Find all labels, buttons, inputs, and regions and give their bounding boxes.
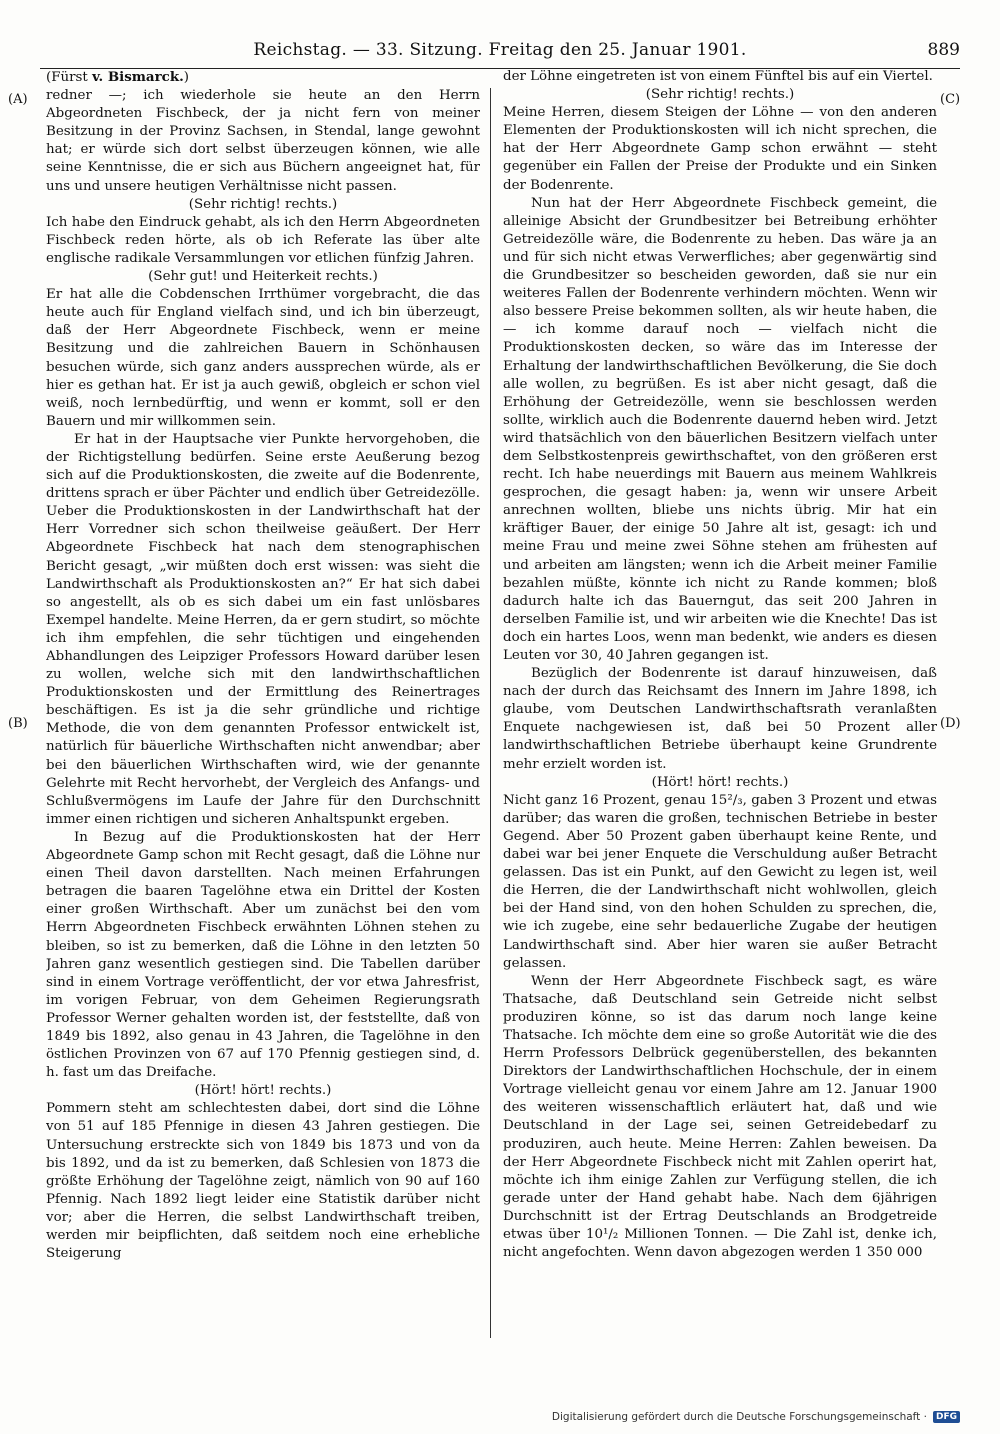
paragraph: Bezüglich der Bodenrente ist darauf hinzuweisen, daß nach der durch das Reichsamt des Innern im Jahre 1898, ich glaube, vom Deutschen Landwirthschaftsrath veranlaßten Enquete nachgewiesen ist, daß bei 50 Prozent aller landwirthschaftlichen Betriebe überhaupt keine Grundrente mehr erzielt worden ist. — [503, 666, 937, 772]
speaker-suffix: ) — [183, 70, 189, 85]
paragraph: Ich habe den Eindruck gehabt, als ich den Herrn Abgeordneten Fischbeck reden hörte, als ob ich Referate las über alte englische radikale Versammlungen vor etlichen fünfzig Jahren. — [46, 214, 480, 266]
paragraph: Nun hat der Herr Abgeordnete Fischbeck gemeint, die alleinige Absicht der Grundbesitzer bei Betreibung erhöhter Getreidezölle wäre, die Bodenrente zu heben. Das wäre ja an und für sich nicht etwas Verwerfliches; aber gegenwärtig sind die Grundbesitzer so bescheiden geworden, daß sie nur ein weiteres Fallen der Bodenrente verhindern möchten. Wenn wir also bessere Preise bekommen sollten, als wir heute haben, die — ich komme darauf noch — vielfach nicht die Produktionskosten decken, so wäre das im Interesse der Erhaltung der landwirthschaftlichen Bevölkerung, die Sie doch alle wollen, zu begrüßen. Es ist aber nicht gesagt, daß die Erhöhung der Getreidezölle, wenn sie beschlossen werden sollte, wirklich auch die Bodenrente dauernd heben wird. Jetzt wird thatsächlich von den bäuerlichen Besitzern vielfach unter dem Selbstkostenpreis gewirthschaftet, von den größeren erst recht. Ich habe neuerdings mit Bauern aus meinem Wahlkreis gesprochen, die gesagt haben: ja, wenn wir unsere Arbeit anrechnen wollten, bliebe uns nichts übrig. Mir hat ein kräftiger Bauer, der einige 50 Jahre alt ist, gesagt: ich und meine Frau und meine zwei Söhne stehen am frühesten auf und arbeiten am längsten; wenn ich die Arbeit meiner Familie bezahlen müßte, könnte ich nicht zu Rande kommen; bloß dadurch halte ich das Bauerngut, das seit 200 Jahren in derselben Familie ist, und wir arbeiten wie die Knechte! Das ist doch ein hartes Loos, wenn man bedenkt, wie anders es diesen Leuten vor 30, 40 Jahren gegangen ist. — [503, 195, 937, 663]
interjection: (Sehr gut! und Heiterkeit rechts.) — [148, 269, 378, 285]
speaker-line — [46, 68, 480, 87]
paragraph: Nicht ganz 16 Prozent, genau 15²/₃, gaben 3 Prozent und etwas darüber; das waren die großen, technischen Betriebe in bester Gegend. Aber 50 Prozent gaben überhaupt keine Rente, und dabei war bei jener Enquete die Verschuldung außer Betracht gelassen. Das ist ein Punkt, auf den Gewicht zu legen ist, weil die Herren, die der Landwirthschaft nicht wohlwollen, gleich bei der Hand sind, von den hohen Schulden zu sprechen, die, wie ich zugebe, eine sehr bedauerliche Zugabe der heutigen Landwirthschaft sind. Aber hier waren sie außer Betracht gelassen. — [503, 792, 937, 971]
paragraph: Wenn der Herr Abgeordnete Fischbeck sagt, es wäre Thatsache, daß Deutschland sein Getreide nicht selbst produziren könne, so ist das darum noch lange keine Thatsache. Ich möchte dem eine so große Autorität wie die des Herrn Professors Delbrück gegenüberstellen, des bekannten Direktors der Landwirthschaftlichen Hochschule, der in einem Vortrage vielleicht genau vor einem Jahre am 12. Januar 1900 des weiteren wissenschaftlich erläutert hat, daß und wie Deutschland in der Lage sei, seinen Getreidebedarf zu produziren, auch heute. Meine Herren: Zahlen beweisen. Da der Herr Abgeordnete Fischbeck nicht mit Zahlen operirt hat, möchte ich ihm einige Zahlen zur Verfügung stellen, die ich gerade unter der Hand gehabt habe. Nach dem 6jährigen Durchschnitt ist der Ertrag Deutschlands an Brodgetreide etwas über 10¹/₂ Millionen Tonnen. — Die Zahl ist, denke ich, nicht angefochten. Wenn davon abgezogen werden 1 350 000 — [503, 973, 937, 1261]
dfg-logo: DFG — [933, 1411, 960, 1423]
paragraph: Er hat in der Hauptsache vier Punkte hervorgehoben, die der Richtigstellung bedürfen. Seine erste Aeußerung bezog sich auf die Produktionskosten, die zweite auf die Bodenrente, drittens sprach er über Pächter und endlich über Getreidezölle. Ueber die Produktionskosten in der Landwirthschaft hat der Herr Vorredner sich schon theilweise geäußert. Der Herr Abgeordnete Fischbeck hat nach dem stenographischen Bericht gesagt, „wir müßten doch erst wissen: was sieht die Landwirthschaft als Produktionskosten an?“ Er hat sich dabei so angestellt, als ob es sich dabei um ein fast unlösbares Exempel handelte. Meine Herren, da er gern studirt, so möchte ich ihm empfehlen, die sehr tüchtigen und eingehenden Abhandlungen des Leipziger Professors Howard darüber lesen zu wollen, welche sich mit den landwirthschaftlichen Produktionskosten und der Ermittlung des Reinertrages beschäftigen. Es ist ja die sehr gründliche und richtige Methode, die von dem genannten Professor entwickelt ist, natürlich für bäuerliche Wirthschaften nicht anwendbar; aber bei den bäuerlichen Wirthschaften wird, wie der genannte Gelehrte mit Recht hervorhebt, der Vergleich des Anfangs- und Schlußvermögens im Laufe der Jahre für den Durchschnitt immer einen richtigen und sicheren Anhaltspunkt ergeben. — [46, 431, 480, 827]
page-header — [40, 40, 960, 69]
margin-mark-c: (C) — [940, 92, 961, 107]
margin-mark-d: (D) — [940, 716, 961, 731]
interjection: (Hört! hört! rechts.) — [194, 1083, 332, 1099]
interjection: (Sehr richtig! rechts.) — [645, 87, 795, 103]
margin-mark-b: (B) — [8, 716, 28, 731]
speaker-name: v. Bismarck. — [92, 69, 184, 85]
column-divider — [490, 88, 491, 1338]
footer — [552, 1408, 960, 1426]
speaker-prefix: (Fürst — [46, 70, 93, 85]
right-column — [503, 68, 937, 1350]
paragraph: der Löhne eingetreten ist von einem Fünftel bis auf ein Viertel. — [503, 69, 933, 84]
paragraph: Pommern steht am schlechtesten dabei, dort sind die Löhne von 51 auf 185 Pfennige in diesen 43 Jahren gestiegen. Die Untersuchung erstreckte sich von 1849 bis 1873 und von da bis 1892, und da ist zu bemerken, daß Schlesien von 1873 die größte Erhöhung der Tagelöhne zeigt, nämlich von 90 auf 160 Pfennig. Nach 1892 liegt leider eine Statistik darüber nicht vor; aber die Herren, die selbst Landwirthschaft treiben, werden mir beipflichten, daß seitdem noch eine erhebliche Steigerung — [46, 1101, 480, 1262]
running-title: Reichstag. — 33. Sitzung. Freitag den 25. Januar 1901. — [253, 40, 747, 60]
page-number: 889 — [927, 40, 960, 60]
paragraph: Meine Herren, diesem Steigen der Löhne — von den anderen Elementen der Produktionskosten will ich nicht sprechen, die hat der Herr Abgeordnete Gamp schon erwähnt — steht gegenüber ein Fallen der Preise der Produkte und ein Sinken der Bodenrente. — [503, 105, 937, 193]
margin-mark-a: (A) — [8, 92, 28, 107]
left-column — [46, 68, 480, 1350]
interjection: (Hört! hört! rechts.) — [651, 774, 789, 790]
paragraph: redner —; ich wiederhole sie heute an den Herrn Abgeordneten Fischbeck, der ja nicht fern von meiner Besitzung in der Provinz Sachsen, in Stendal, lange gewohnt hat; er würde sich dort selbst überzeugen können, wie alle seine Kenntnisse, die er sich aus Büchern angeeignet hat, für uns und unsere heutigen Verhältnisse nicht passen. — [46, 88, 480, 194]
paragraph: In Bezug auf die Produktionskosten hat der Herr Abgeordnete Gamp schon mit Recht gesagt, daß die Löhne nur einen Theil davon darstellten. Nach meinen Erfahrungen betragen die baaren Tagelöhne etwa ein Drittel der Kosten einer großen Wirthschaft. Aber um zunächst bei den vom Herrn Abgeordneten Fischbeck erwähnten Löhnen stehen zu bleiben, so ist zu bemerken, daß die Löhne in den letzten 50 Jahren ganz wesentlich gestiegen sind. Die Tabellen darüber sind in einem Vortrage veröffentlicht, der vor etwa Jahresfrist, im vorigen Februar, von dem Geheimen Regierungsrath Professor Werner gehalten worden ist, der feststellte, daß von 1849 bis 1892, also genau in 43 Jahren, die Tagelöhne in den östlichen Provinzen von 67 auf 170 Pfennig gestiegen sind, d. h. fast um das Dreifache. — [46, 829, 480, 1081]
paragraph: Er hat alle die Cobdenschen Irrthümer vorgebracht, die das heute auch für England vielfach sind, und ich bin überzeugt, daß der Herr Abgeordnete Fischbeck, wenn er meine Besitzung und die zahlreichen Bauern in Schönhausen besuchen würde, sich ganz anders aussprechen würde, als er hier es gethan hat. Er ist ja auch gewiß, obgleich er schon viel weiß, noch lernbedürftig, und wenn er kommt, soll er den Bauern und mir willkommen sein. — [46, 287, 480, 429]
interjection: (Sehr richtig! rechts.) — [188, 196, 338, 212]
funding-note: Digitalisierung gefördert durch die Deutsche Forschungsgemeinschaft · — [551, 1411, 927, 1423]
